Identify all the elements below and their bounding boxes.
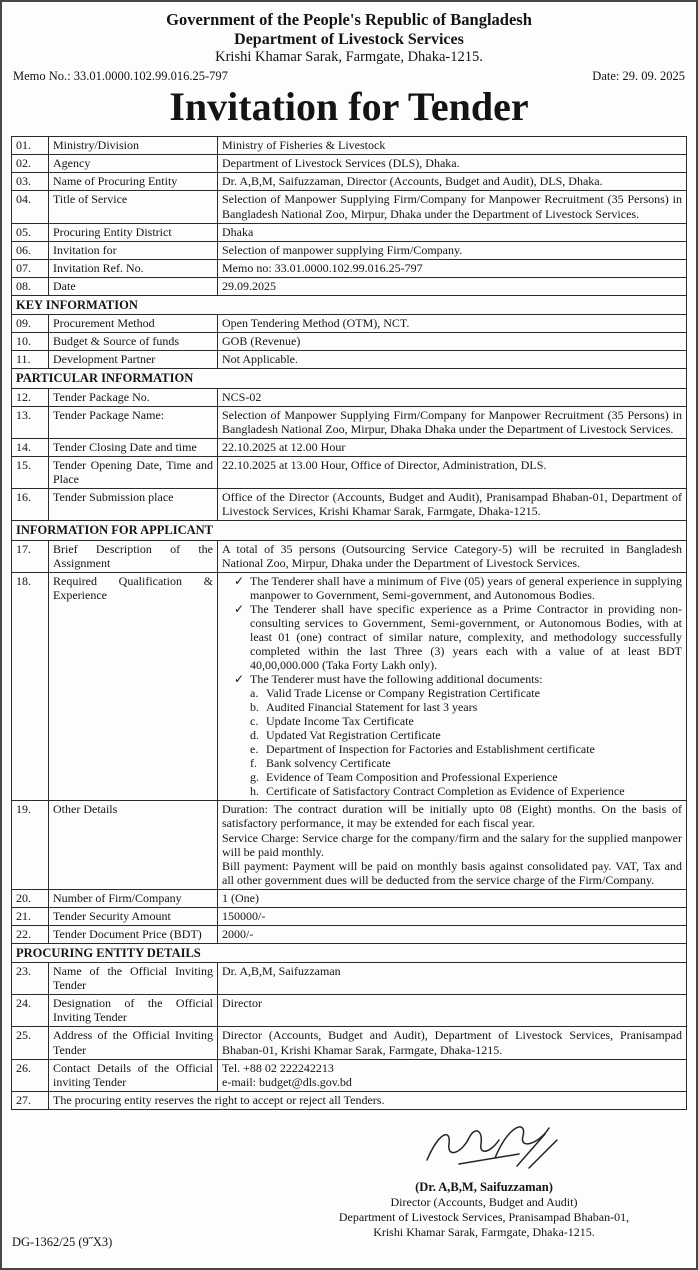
signatory-designation: Director (Accounts, Budget and Audit) bbox=[390, 1195, 578, 1210]
table-row bbox=[12, 389, 687, 407]
letter-item-text: Audited Financial Statement for last 3 years bbox=[266, 700, 478, 715]
letter-marker: c. bbox=[250, 714, 259, 729]
table-row bbox=[12, 1059, 687, 1091]
check-item-text: The Tenderer shall have specific experience as a Prime Contractor in providing non-consulting services to Government, Semi-government, or Autonomous Bodies, with at least 01 (one) contract of similar nature, complexity, and methodology successfully completed within the last Three (3) years each with a value of at least BDT 40,00,000.000 (Taka Forty Lakh only). bbox=[250, 602, 682, 673]
row-number: 19. bbox=[12, 801, 49, 889]
table-row bbox=[12, 1027, 687, 1059]
value-line: Selection of Manpower Supplying Firm/Company for Manpower Recruitment (35 Persons) in Bangladesh National Zoo, Mirpur, Dhaka Dhaka under the Department of Livestock Services. bbox=[222, 408, 682, 437]
government-title: Government of the People's Republic of Bangladesh bbox=[166, 10, 532, 29]
check-item-text: The Tenderer shall have a minimum of Five (05) years of general experience in supplying manpower to Government, Semi-government, and Autonomous Bodies. bbox=[250, 573, 682, 602]
signatory-name: (Dr. A,B,M, Saifuzzaman) bbox=[415, 1179, 553, 1194]
value-line: Open Tendering Method (OTM), NCT. bbox=[222, 316, 410, 331]
row-label: Invitation Ref. No. bbox=[49, 259, 218, 277]
table-row bbox=[12, 572, 687, 801]
table-row bbox=[12, 489, 687, 521]
section-title: PROCURING ENTITY DETAILS bbox=[12, 943, 687, 963]
row-number: 11. bbox=[12, 351, 49, 369]
value-line bbox=[222, 574, 682, 602]
row-value bbox=[218, 259, 687, 277]
value-line bbox=[222, 686, 682, 700]
signature-image bbox=[399, 1114, 569, 1176]
value-line: Ministry of Fisheries & Livestock bbox=[222, 138, 386, 153]
row-label: Contact Details of the Official inviting Tender bbox=[49, 1059, 218, 1091]
value-line bbox=[222, 728, 682, 742]
table-row bbox=[12, 540, 687, 572]
row-label: Name of the Official Inviting Tender bbox=[49, 963, 218, 995]
value-line: Not Applicable. bbox=[222, 352, 298, 367]
value-line: e-mail: budget@dls.gov.bd bbox=[222, 1074, 352, 1089]
letter-marker: a. bbox=[250, 686, 259, 701]
section-title: KEY INFORMATION bbox=[12, 295, 687, 315]
table-row bbox=[12, 241, 687, 259]
row-value bbox=[218, 489, 687, 521]
value-line: 22.10.2025 at 12.00 Hour bbox=[222, 440, 346, 455]
table-row bbox=[12, 173, 687, 191]
value-line: Office of the Director (Accounts, Budget and Audit), Pranisampad Bhaban-01, Department of Livestock Services, Krishi Khamar Sarak, Farmgate, Dhaka-1215. bbox=[222, 490, 682, 519]
row-number: 08. bbox=[12, 277, 49, 295]
row-label: Address of the Official Inviting Tender bbox=[49, 1027, 218, 1059]
row-number: 18. bbox=[12, 572, 49, 801]
row-number: 09. bbox=[12, 315, 49, 333]
row-number: 16. bbox=[12, 489, 49, 521]
row-label: Other Details bbox=[49, 801, 218, 889]
check-icon: ✓ bbox=[234, 602, 245, 616]
row-label: Tender Closing Date and time bbox=[49, 439, 218, 457]
value-line: Selection of manpower supplying Firm/Company. bbox=[222, 242, 463, 257]
row-number: 05. bbox=[12, 223, 49, 241]
table-row bbox=[12, 907, 687, 925]
value-line bbox=[222, 714, 682, 728]
table-row bbox=[12, 223, 687, 241]
department-address: Krishi Khamar Sarak, Farmgate, Dhaka-1215. bbox=[215, 48, 483, 65]
letter-marker: g. bbox=[250, 770, 259, 785]
table-row bbox=[12, 155, 687, 173]
table-row bbox=[12, 889, 687, 907]
section-row bbox=[12, 521, 687, 541]
row-value bbox=[218, 173, 687, 191]
row-value bbox=[218, 137, 687, 155]
value-line bbox=[222, 770, 682, 784]
row-number: 15. bbox=[12, 457, 49, 489]
row-value bbox=[218, 907, 687, 925]
document-header bbox=[11, 10, 687, 66]
row-value bbox=[218, 191, 687, 223]
row-value bbox=[218, 351, 687, 369]
table-row bbox=[12, 801, 687, 889]
table-row bbox=[12, 407, 687, 439]
value-line: Dr. A,B,M, Saifuzzaman, Director (Accounts, Budget and Audit), DLS, Dhaka. bbox=[222, 174, 603, 189]
tender-table bbox=[11, 136, 687, 1109]
row-value bbox=[218, 801, 687, 889]
value-line: Director (Accounts, Budget and Audit), Department of Livestock Services, Pranisampad Bhaban-01, Krishi Khamar Sarak, Farmgate, Dhaka-1215. bbox=[222, 1028, 682, 1057]
letter-item-text: Department of Inspection for Factories and Establishment certificate bbox=[266, 742, 595, 757]
table-row bbox=[12, 1091, 687, 1109]
row-label: Designation of the Official Inviting Tender bbox=[49, 995, 218, 1027]
letter-marker: e. bbox=[250, 742, 259, 757]
memo-number: Memo No.: 33.01.0000.102.99.016.25-797 bbox=[13, 69, 228, 84]
value-line: Director bbox=[222, 996, 262, 1011]
table-row bbox=[12, 925, 687, 943]
row-label: Budget & Source of funds bbox=[49, 333, 218, 351]
value-line: Department of Livestock Services (DLS), Dhaka. bbox=[222, 156, 460, 171]
value-line: NCS-02 bbox=[222, 390, 262, 404]
value-line: 2000/- bbox=[222, 926, 254, 941]
table-row bbox=[12, 259, 687, 277]
row-number: 14. bbox=[12, 439, 49, 457]
row-value bbox=[218, 995, 687, 1027]
signatory-address-line1: Department of Livestock Services, Pranisampad Bhaban-01, bbox=[338, 1210, 630, 1225]
value-line: GOB (Revenue) bbox=[222, 334, 301, 349]
row-value bbox=[218, 925, 687, 943]
row-number: 25. bbox=[12, 1027, 49, 1059]
table-row bbox=[12, 137, 687, 155]
table-row bbox=[12, 191, 687, 223]
check-item-text: The Tenderer must have the following additional documents: bbox=[250, 672, 543, 687]
row-label: Procuring Entity District bbox=[49, 223, 218, 241]
row-number: 04. bbox=[12, 191, 49, 223]
row-label: Tender Package No. bbox=[49, 389, 218, 407]
row-label: Number of Firm/Company bbox=[49, 889, 218, 907]
row-number: 12. bbox=[12, 389, 49, 407]
letter-marker: h. bbox=[250, 784, 259, 799]
letter-marker: f. bbox=[250, 756, 257, 771]
row-value bbox=[218, 572, 687, 801]
row-number: 07. bbox=[12, 259, 49, 277]
value-line bbox=[222, 756, 682, 770]
letter-marker: d. bbox=[250, 728, 259, 743]
value-line: Duration: The contract duration will be initially upto 08 (Eight) months. On the basis of satisfactory performance, it may be extended for each fiscal year. bbox=[222, 802, 682, 831]
check-icon: ✓ bbox=[234, 672, 245, 687]
row-value bbox=[218, 889, 687, 907]
document-footer bbox=[11, 1114, 687, 1241]
memo-date: Date: 29. 09. 2025 bbox=[592, 69, 685, 84]
row-value bbox=[218, 155, 687, 173]
row-value bbox=[218, 407, 687, 439]
table-row bbox=[12, 963, 687, 995]
row-label: Invitation for bbox=[49, 241, 218, 259]
table-row bbox=[12, 995, 687, 1027]
row-value bbox=[218, 1027, 687, 1059]
value-line: Service Charge: Service charge for the company/firm and the salary for the supplied manpower will be paid monthly. bbox=[222, 830, 682, 859]
row-value bbox=[218, 277, 687, 295]
table-row bbox=[12, 439, 687, 457]
value-line: Dhaka bbox=[222, 224, 254, 239]
row-label: Tender Package Name: bbox=[49, 407, 218, 439]
page-title: Invitation for Tender bbox=[169, 84, 529, 130]
tender-table-body bbox=[12, 137, 687, 1109]
value-line: Dr. A,B,M, Saifuzzaman bbox=[222, 964, 341, 979]
value-line bbox=[222, 672, 682, 686]
value-line: Bill payment: Payment will be paid on monthly basis against consolidated pay. VAT, Tax and all other government dues will be deducted from the service charge of the Firm/Company. bbox=[222, 858, 682, 887]
value-line: 150000/- bbox=[222, 908, 266, 923]
row-label: Required Qualification & Experience bbox=[49, 572, 218, 801]
row-label: Tender Document Price (BDT) bbox=[49, 925, 218, 943]
table-row bbox=[12, 315, 687, 333]
row-number: 02. bbox=[12, 155, 49, 173]
row-number: 27. bbox=[12, 1091, 49, 1109]
letter-item-text: Evidence of Team Composition and Professional Experience bbox=[266, 770, 558, 785]
letter-item-text: Bank solvency Certificate bbox=[266, 756, 391, 771]
letter-item-text: Valid Trade License or Company Registration Certificate bbox=[266, 686, 540, 701]
row-label: Ministry/Division bbox=[49, 137, 218, 155]
row-label: Tender Opening Date, Time and Place bbox=[49, 457, 218, 489]
value-line bbox=[222, 742, 682, 756]
row-number: 22. bbox=[12, 925, 49, 943]
section-title: PARTICULAR INFORMATION bbox=[12, 369, 687, 389]
value-line: 22.10.2025 at 13.00 Hour, Office of Director, Administration, DLS. bbox=[222, 458, 547, 473]
row-value bbox=[218, 315, 687, 333]
row-value bbox=[218, 333, 687, 351]
row-value bbox=[218, 223, 687, 241]
value-line: Tel. +88 02 222242213 bbox=[222, 1060, 334, 1075]
row-label: Date bbox=[49, 277, 218, 295]
row-value bbox=[218, 1059, 687, 1091]
row-number: 13. bbox=[12, 407, 49, 439]
table-row bbox=[12, 333, 687, 351]
row-number: 03. bbox=[12, 173, 49, 191]
row-value bbox=[218, 439, 687, 457]
row-label: Development Partner bbox=[49, 351, 218, 369]
row-number: 21. bbox=[12, 907, 49, 925]
value-line: 1 (One) bbox=[222, 890, 259, 905]
value-line bbox=[222, 700, 682, 714]
value-line: 29.09.2025 bbox=[222, 278, 276, 293]
letter-item-text: Certificate of Satisfactory Contract Completion as Evidence of Experience bbox=[266, 784, 625, 799]
value-line: Selection of Manpower Supplying Firm/Company for Manpower Recruitment (35 Persons) in Bangladesh National Zoo, Mirpur, Dhaka under the Department of Livestock Services. bbox=[222, 192, 682, 221]
table-row bbox=[12, 277, 687, 295]
row-value bbox=[218, 963, 687, 995]
row-number: 10. bbox=[12, 333, 49, 351]
section-title: INFORMATION FOR APPLICANT bbox=[12, 521, 687, 541]
letter-item-text: Updated Vat Registration Certificate bbox=[266, 728, 441, 743]
row-number: 06. bbox=[12, 241, 49, 259]
print-code: DG-1362/25 (9˝X3) bbox=[12, 1235, 113, 1249]
value-line: A total of 35 persons (Outsourcing Service Category-5) will be recruited in Bangladesh National Zoo, Mirpur, Dhaka under the Department of Livestock Services. bbox=[222, 541, 682, 570]
value-line: Memo no: 33.01.0000.102.99.016.25-797 bbox=[222, 260, 423, 275]
value-line bbox=[222, 602, 682, 672]
section-row bbox=[12, 369, 687, 389]
row-number: 20. bbox=[12, 889, 49, 907]
row-label: Procurement Method bbox=[49, 315, 218, 333]
department-title: Department of Livestock Services bbox=[234, 30, 464, 48]
row-label: Title of Service bbox=[49, 191, 218, 223]
row-label: Tender Submission place bbox=[49, 489, 218, 521]
row-value bbox=[218, 457, 687, 489]
signatory-block bbox=[289, 1114, 679, 1241]
row-number: 17. bbox=[12, 540, 49, 572]
row-value bbox=[218, 241, 687, 259]
letter-item-text: Update Income Tax Certificate bbox=[266, 714, 414, 729]
row-value bbox=[218, 540, 687, 572]
row-value bbox=[218, 389, 687, 407]
row-label: Tender Security Amount bbox=[49, 907, 218, 925]
row-number: 24. bbox=[12, 995, 49, 1027]
row-number: 01. bbox=[12, 137, 49, 155]
letter-marker: b. bbox=[250, 700, 259, 715]
table-row bbox=[12, 351, 687, 369]
section-row bbox=[12, 295, 687, 315]
row-number: 26. bbox=[12, 1059, 49, 1091]
signatory-address-line2: Krishi Khamar Sarak, Farmgate, Dhaka-1215. bbox=[373, 1225, 595, 1240]
value-line bbox=[222, 784, 682, 798]
section-row bbox=[12, 943, 687, 963]
row-label: Brief Description of the Assignment bbox=[49, 540, 218, 572]
row-label: Agency bbox=[49, 155, 218, 173]
memo-row bbox=[11, 69, 687, 84]
table-row bbox=[12, 457, 687, 489]
row-label: Name of Procuring Entity bbox=[49, 173, 218, 191]
check-icon: ✓ bbox=[234, 573, 245, 588]
row-text: The procuring entity reserves the right to accept or reject all Tenders. bbox=[49, 1091, 687, 1109]
row-number: 23. bbox=[12, 963, 49, 995]
